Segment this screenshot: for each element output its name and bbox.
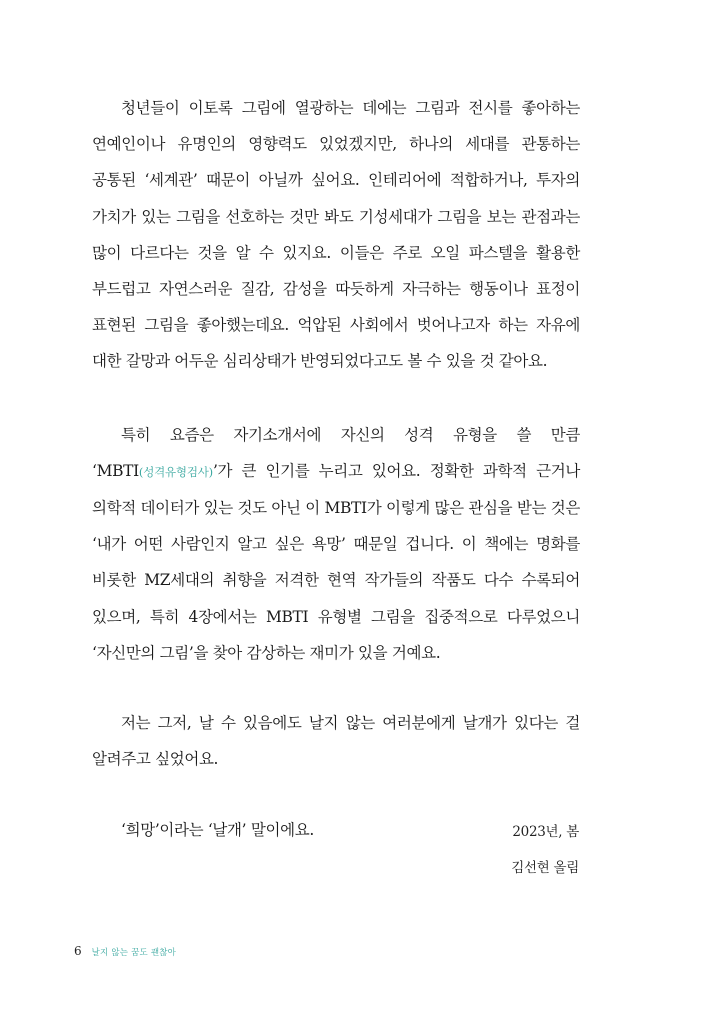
paragraph-2-text-after: ’가 큰 인기를 누리고 있어요. 정확한 과학적 근거나 의학적 데이터가 있는 것도 아닌 이 MBTI가 이렇게 많은 관심을 받는 것은 ‘내가 어떤 사람인지 알고 싶은 욕망’ 때문일 겁니다. 이 책에는 명화를 비롯한 MZ세대의 취향을 저격한 현역 작가들의 작품도 다수 수록되어 있으며, 특히 4장에서는 MBTI 유형별 그림을 집중적으로 다루었으니 ‘자신만의 그림’을 찾아 감상하는 재미가 있을 거예요.: [92, 461, 580, 662]
paragraph-3-text: 저는 그저, 날 수 있음에도 날지 않는 여러분에게 날개가 있다는 걸 알려주고 싶었어요.: [92, 714, 580, 769]
paragraph-2: [92, 417, 580, 671]
paragraph-2-text-before: 특히 요즘은 자기소개서에 자신의 성격 유형을 쓸 만큼 ‘MBTI: [92, 425, 580, 480]
page-footer: [74, 944, 176, 958]
page-number: 6: [74, 944, 82, 958]
paragraph-4-text: ‘희망’이라는 ‘날개’ 말이에요.: [121, 821, 314, 840]
signoff-date: 2023년, 봄: [512, 824, 579, 840]
paragraph-1-text: 청년들이 이토록 그림에 열광하는 데에는 그림과 전시를 좋아하는 연예인이나 유명인의 영향력도 있었겠지만, 하나의 세대를 관통하는 공통된 ‘세계관’ 때문이 아닐까 싶어요. 인테리어에 적합하거나, 투자의 가치가 있는 그림을 선호하는 것만 봐도 기성세대가 그림을 보는 관점과는 많이 다르다는 것을 알 수 있지요. 이들은 주로 오일 파스텔을 활용한 부드럽고 자연스러운 질감, 감성을 따듯하게 자극하는 행동이나 표정이 표현된 그림을 좋아했는데요. 억압된 사회에서 벗어나고자 하는 자유에 대한 갈망과 어두운 심리상태가 반영되었다고도 볼 수 있을 것 같아요.: [92, 99, 580, 371]
running-title: 날지 않는 꿈도 괜찮아: [91, 948, 177, 958]
paragraph-1: [92, 90, 580, 380]
paragraph-3: [92, 705, 580, 777]
body-text: [92, 90, 580, 849]
signoff-author: 김선현 올림: [511, 860, 579, 876]
paragraph-4: [92, 812, 580, 848]
mbti-footnote: (성격유형검사): [138, 464, 213, 479]
